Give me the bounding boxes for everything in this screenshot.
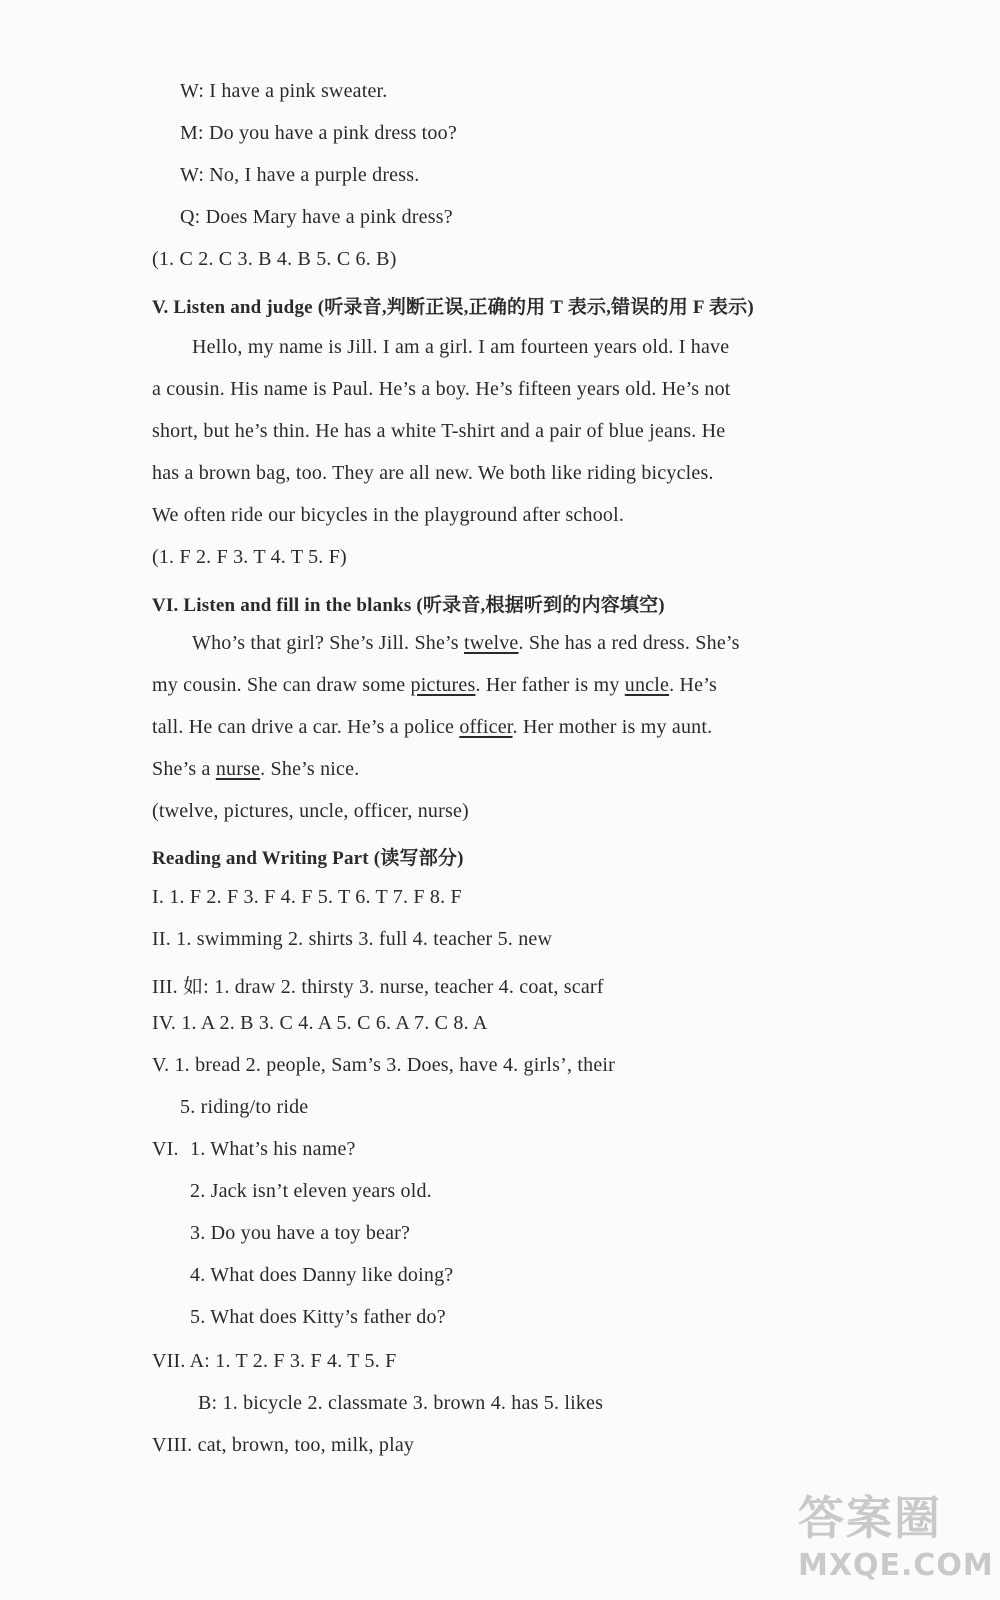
rw-answers-iv: IV. 1. A 2. B 3. C 4. A 5. C 6. A 7. C 8. A <box>152 1012 488 1034</box>
fill-line-4 <box>152 758 359 781</box>
reading-writing-heading: Reading and Writing Part (读写部分) <box>152 848 464 869</box>
answers-iv: (1. C 2. C 3. B 4. B 5. C 6. B) <box>152 248 397 270</box>
dialogue-line: Q: Does Mary have a pink dress? <box>180 206 453 228</box>
passage-line: Hello, my name is Jill. I am a girl. I am fourteen years old. I have <box>192 336 730 358</box>
watermark-cn: 答案圈 <box>798 1491 942 1545</box>
passage-line: We often ride our bicycles in the playground after school. <box>152 504 625 526</box>
passage-line: has a brown bag, too. They are all new. We both like riding bicycles. <box>152 462 714 484</box>
passage-line: a cousin. His name is Paul. He’s a boy. He’s fifteen years old. He’s not <box>152 378 731 400</box>
rw-answers-vii-b: B: 1. bicycle 2. classmate 3. brown 4. has 5. likes <box>198 1392 604 1414</box>
rw-answers-vii-a: VII. A: 1. T 2. F 3. F 4. T 5. F <box>152 1350 397 1372</box>
rw-vi-item: 4. What does Danny like doing? <box>190 1264 454 1286</box>
answers-v: (1. F 2. F 3. T 4. T 5. F) <box>152 546 347 568</box>
blank-answer: uncle <box>624 674 670 696</box>
fill-line-3 <box>152 716 712 739</box>
text: . She has a red dress. She’s <box>518 632 740 654</box>
rw-answers-i: I. 1. F 2. F 3. F 4. F 5. T 6. T 7. F 8. F <box>152 886 462 908</box>
text: . She’s nice. <box>260 758 360 780</box>
rw-answers-v-cont: 5. riding/to ride <box>180 1096 309 1118</box>
watermark-logo <box>798 1482 994 1583</box>
section-vi-heading: VI. Listen and fill in the blanks (听录音,根据听到的内容填空) <box>152 595 665 616</box>
dialogue-line: W: No, I have a purple dress. <box>180 164 420 186</box>
fill-line-2 <box>152 674 717 697</box>
watermark-en: MXQE.COM <box>798 1548 994 1583</box>
rw-vi-item: 1. What’s his name? <box>190 1138 356 1160</box>
rw-vi-item: 5. What does Kitty’s father do? <box>190 1306 446 1328</box>
text: She’s a <box>152 758 216 780</box>
blank-answer: officer <box>459 716 513 738</box>
answers-vi: (twelve, pictures, uncle, officer, nurse) <box>152 800 469 822</box>
dialogue-line: W: I have a pink sweater. <box>180 80 388 102</box>
text: tall. He can drive a car. He’s a police <box>152 716 460 738</box>
text: . Her father is my <box>475 674 625 696</box>
rw-answers-ii: II. 1. swimming 2. shirts 3. full 4. teacher 5. new <box>152 928 553 950</box>
dialogue-line: M: Do you have a pink dress too? <box>180 122 457 144</box>
section-v-heading: V. Listen and judge (听录音,判断正误,正确的用 T 表示,错误的用 F 表示) <box>152 297 754 318</box>
blank-answer: twelve <box>464 632 519 654</box>
rw-vi-item: 3. Do you have a toy bear? <box>190 1222 411 1244</box>
rw-answers-v: V. 1. bread 2. people, Sam’s 3. Does, have 4. girls’, their <box>152 1054 616 1076</box>
rw-answers-viii: VIII. cat, brown, too, milk, play <box>152 1434 415 1456</box>
rw-vi-item: 2. Jack isn’t eleven years old. <box>190 1180 432 1202</box>
passage-line: short, but he’s thin. He has a white T-shirt and a pair of blue jeans. He <box>152 420 726 442</box>
blank-answer: pictures <box>410 674 476 696</box>
rw-vi-label: VI. <box>152 1138 179 1160</box>
fill-line-1 <box>192 632 740 655</box>
text: my cousin. She can draw some <box>152 674 411 696</box>
text: . He’s <box>669 674 717 696</box>
blank-answer: nurse <box>215 758 261 780</box>
text: . Her mother is my aunt. <box>512 716 713 738</box>
rw-answers-iii: III. 如: 1. draw 2. thirsty 3. nurse, teacher 4. coat, scarf <box>152 976 604 998</box>
text: Who’s that girl? She’s Jill. She’s <box>192 632 464 654</box>
